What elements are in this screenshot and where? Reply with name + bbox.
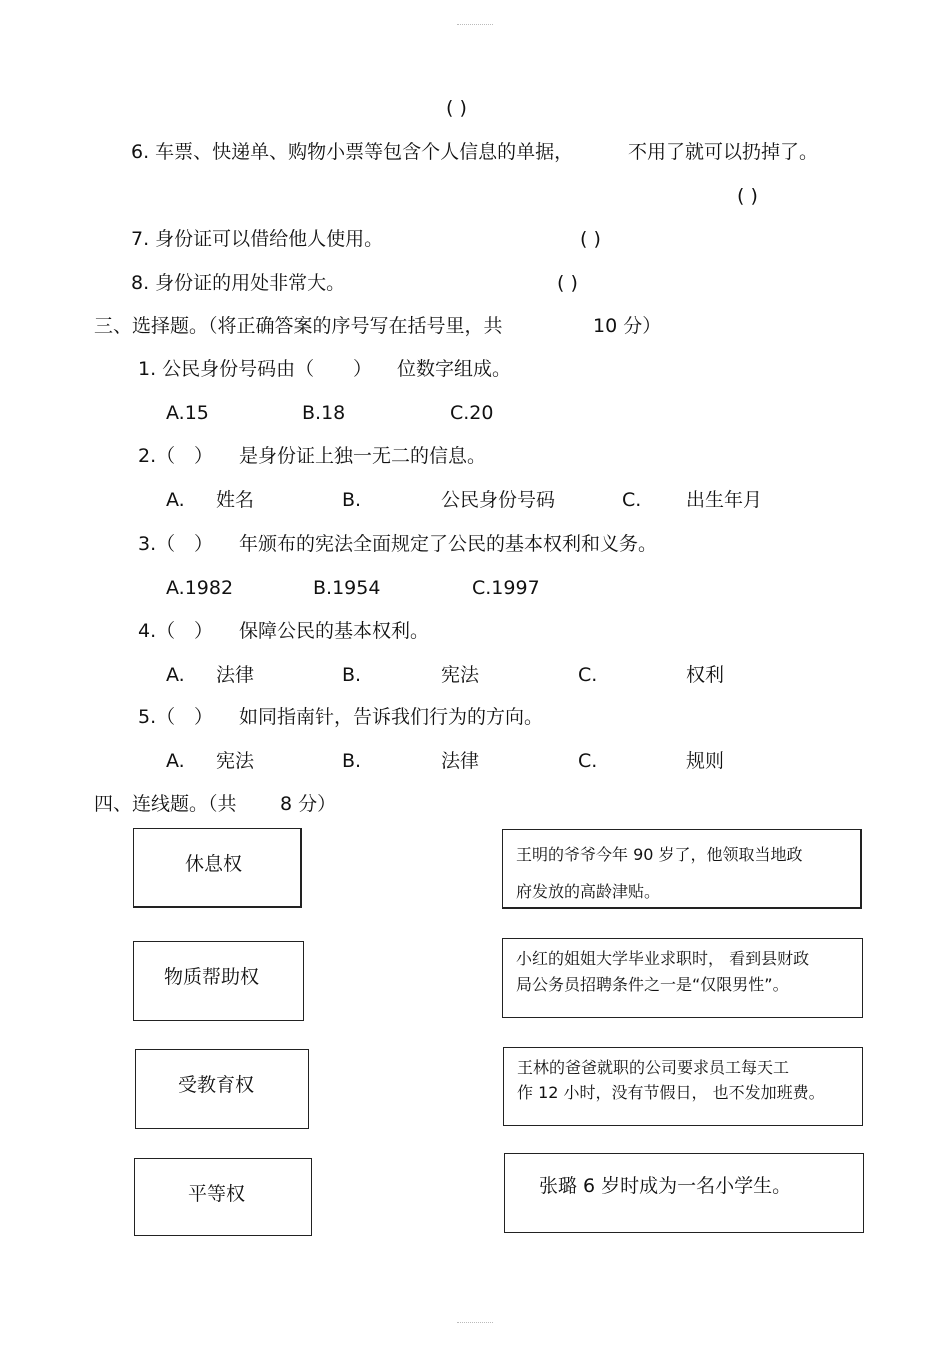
match-right-line: 王林的爸爸就职的公司要求员工每天工 [517,1058,790,1077]
choice-1-option-c: C.20 [450,402,494,424]
choice-4-option-b-letter: B. [342,664,362,686]
section-3-score: 10 分） [593,315,662,337]
choice-2-option-c-letter: C. [622,489,642,511]
choice-2-option-b-text: 公民身份号码 [441,489,556,511]
choice-4-option-b-text: 宪法 [441,664,480,686]
choice-5-option-a-text: 宪法 [216,750,255,772]
choice-5-option-c-letter: C. [578,750,598,772]
choice-4-option-c-letter: C. [578,664,598,686]
choice-3-bracket: ） [194,533,214,555]
match-left-box-3[interactable] [135,1049,309,1129]
choice-3-option-c: C.1997 [472,577,540,599]
choice-1-option-b: B.18 [302,402,346,424]
choice-2-option-a-letter: A. [166,489,185,511]
choice-4-option-a-text: 法律 [216,664,255,686]
choice-5-bracket: ） [194,706,214,728]
match-right-box-1[interactable] [502,829,862,909]
match-left-label: 休息权 [185,853,243,875]
match-right-box-3[interactable] [503,1047,863,1126]
choice-2-bracket: ） [194,445,214,467]
question-8-text: 8. 身份证的用处非常大。 [131,272,346,294]
choice-1-stem: 1. 公民身份号码由（ [138,358,315,380]
choice-2-stem: 2.（ [138,445,176,467]
answer-bracket: ( ) [580,228,601,250]
question-7-text: 7. 身份证可以借给他人使用。 [131,228,384,250]
choice-3-stem: 3.（ [138,533,176,555]
choice-4-stem-cont: 保障公民的基本权利。 [239,620,430,642]
section-4-heading: 四、连线题。（共 [94,793,237,815]
choice-1-bracket: ） [353,358,373,380]
match-left-box-4[interactable] [134,1158,312,1236]
footer-decoration [457,1322,493,1324]
choice-3-option-b: B.1954 [313,577,381,599]
choice-5-stem: 5.（ [138,706,176,728]
choice-5-option-b-text: 法律 [441,750,480,772]
choice-2-option-b-letter: B. [342,489,362,511]
question-6-text: 6. 车票、快递单、购物小票等包含个人信息的单据， [131,141,574,163]
section-4-score: 8 分） [280,793,337,815]
match-right-line: 局公务员招聘条件之一是“仅限男性”。 [516,975,789,994]
choice-5-option-a-letter: A. [166,750,185,772]
answer-bracket: ( ) [446,97,467,119]
match-left-label: 受教育权 [178,1074,255,1096]
choice-1-stem-cont: 位数字组成。 [397,358,512,380]
header-decoration [457,24,493,26]
choice-2-stem-cont: 是身份证上独一无二的信息。 [239,445,487,467]
choice-2-option-a-text: 姓名 [216,489,255,511]
choice-3-stem-cont: 年颁布的宪法全面规定了公民的基本权利和义务。 [239,533,658,555]
match-right-box-2[interactable] [502,938,863,1018]
match-right-box-4[interactable] [504,1153,864,1233]
match-right-line: 小红的姐姐大学毕业求职时， 看到县财政 [516,949,810,968]
choice-5-option-c-text: 规则 [686,750,725,772]
choice-3-option-a: A.1982 [166,577,234,599]
choice-4-stem: 4.（ [138,620,176,642]
match-right-line: 府发放的高龄津贴。 [516,882,661,901]
section-3-heading: 三、选择题。（将正确答案的序号写在括号里，共 [94,315,503,337]
match-left-box-1[interactable] [133,828,302,908]
match-right-line: 作 12 小时，没有节假日， 也不发加班费。 [517,1083,825,1102]
choice-5-stem-cont: 如同指南针，告诉我们行为的方向。 [239,706,544,728]
match-left-box-2[interactable] [133,941,304,1021]
choice-1-option-a: A.15 [166,402,209,424]
choice-4-bracket: ） [194,620,214,642]
match-right-line: 王明的爷爷今年 90 岁了，他领取当地政 [516,845,803,864]
match-left-label: 平等权 [188,1183,246,1205]
match-left-label: 物质帮助权 [164,966,260,988]
match-right-line: 张璐 6 岁时成为一名小学生。 [539,1175,792,1197]
answer-bracket: ( ) [737,185,758,207]
choice-4-option-c-text: 权利 [686,664,725,686]
choice-5-option-b-letter: B. [342,750,362,772]
choice-4-option-a-letter: A. [166,664,185,686]
question-6-text-cont: 不用了就可以扔掉了。 [628,141,819,163]
answer-bracket: ( ) [557,272,578,294]
choice-2-option-c-text: 出生年月 [686,489,763,511]
